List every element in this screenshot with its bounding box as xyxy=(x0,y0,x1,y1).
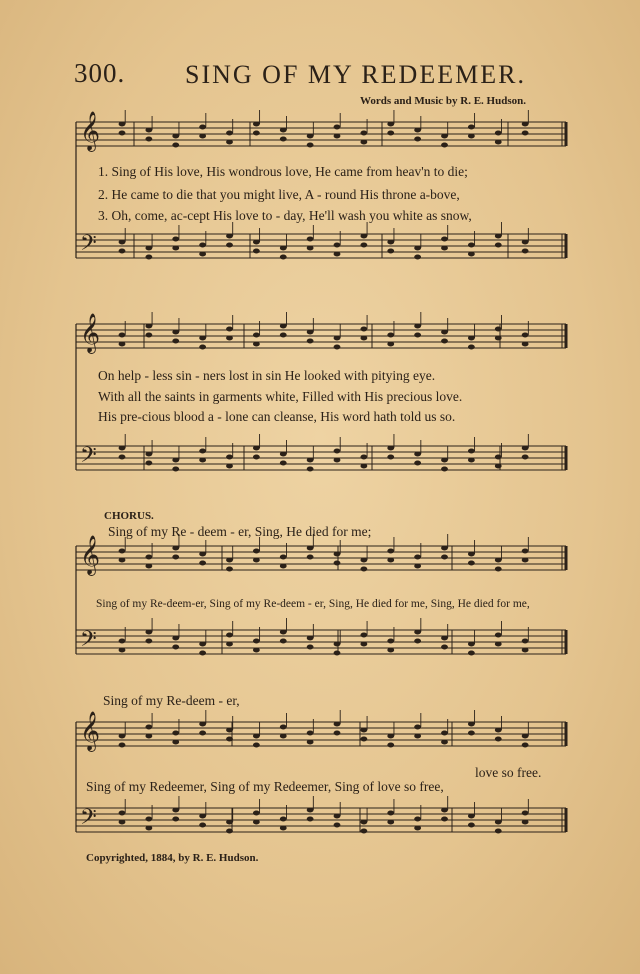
system-1-bass-note xyxy=(172,237,179,242)
system-1-bass-note xyxy=(199,252,206,257)
system-2-bass-note xyxy=(441,458,448,463)
system-1-bass-note xyxy=(414,246,421,251)
system-1-bass-note xyxy=(334,243,341,248)
system-1-bass-note xyxy=(145,246,152,251)
chorus-system-2-bass-note xyxy=(334,814,341,819)
chorus-line-1-upper: Sing of my Re - deem - er, Sing, He died for me; xyxy=(108,524,372,539)
chorus-system-2-bass-note xyxy=(145,817,152,822)
chorus-system-2-bass-note xyxy=(495,820,502,825)
chorus-system-1-treble-note xyxy=(360,567,367,572)
chorus-system-2-bass-note xyxy=(414,826,421,831)
chorus-system-2-treble-note xyxy=(522,743,529,748)
system-1-treble-note xyxy=(468,125,475,130)
system-1-treble-note xyxy=(522,122,529,127)
system-2-bass-note xyxy=(226,464,233,469)
system-2-treble-note xyxy=(360,327,367,332)
system-1-bass-note xyxy=(441,237,448,242)
chorus-line-2-upper: Sing of my Re-deem - er, xyxy=(103,693,240,708)
system-2-bass-note xyxy=(441,467,448,472)
chorus-system-2-treble-clef: 𝄞 xyxy=(80,711,101,751)
system-1-bass-note xyxy=(226,243,233,248)
chorus-system-2-bass-note xyxy=(226,820,233,825)
system-1-bass-note xyxy=(307,237,314,242)
chorus-system-1-bass-note xyxy=(253,639,260,644)
chorus-system-2-bass-note xyxy=(280,817,287,822)
system-1-bass-clef: 𝄢 xyxy=(80,231,97,261)
system-1-bass-note xyxy=(468,252,475,257)
chorus-system-1-treble-note xyxy=(253,558,260,563)
chorus-system-1-bass-note xyxy=(414,630,421,635)
chorus-system-2-treble-note xyxy=(360,728,367,733)
system-1-bass-note xyxy=(522,249,529,254)
chorus-system-1-treble-note xyxy=(280,555,287,560)
chorus-system-1-treble-note xyxy=(387,558,394,563)
system-2-treble-note xyxy=(199,345,206,350)
chorus-system-1-treble-note xyxy=(414,555,421,560)
system-2-bass-note xyxy=(522,446,529,451)
system-2-treble-note xyxy=(145,333,152,338)
chorus-system-2-treble-note xyxy=(307,731,314,736)
chorus-system-1-bass-note xyxy=(145,630,152,635)
chorus-system-1-treble-note xyxy=(280,564,287,569)
system-2-bass-note xyxy=(387,455,394,460)
chorus-system-1-bass-note xyxy=(119,639,126,644)
system-2-treble-note xyxy=(226,327,233,332)
chorus-system-2-bass-note xyxy=(468,823,475,828)
chorus-system-1-bass-note xyxy=(172,645,179,650)
chorus-system-2-treble-note xyxy=(253,743,260,748)
chorus-system-1-treble-note xyxy=(334,561,341,566)
system-1-treble-note xyxy=(253,131,260,136)
chorus-system-1-bass-note xyxy=(441,645,448,650)
chorus-system-2-bass-note xyxy=(199,823,206,828)
verse-2-line-1: 2. He came to die that you might live, A - round His throne a-bove, xyxy=(98,187,460,202)
system-2-bass-note xyxy=(414,461,421,466)
chorus-line-2-side: love so free. xyxy=(475,765,542,780)
chorus-system-1-bass-note xyxy=(145,639,152,644)
system-2-bass-note xyxy=(199,449,206,454)
system-1-treble-note xyxy=(145,137,152,142)
chorus-system-1-bass-note xyxy=(387,639,394,644)
system-1-bass-note xyxy=(387,249,394,254)
chorus-system-2-treble-note xyxy=(172,740,179,745)
chorus-system-2-treble-note xyxy=(387,734,394,739)
system-1-treble-note xyxy=(253,122,260,127)
system-2-bass-note xyxy=(280,461,287,466)
system-2-bass-note xyxy=(387,446,394,451)
system-2-bass-note xyxy=(334,449,341,454)
chorus-system-2-bass-clef: 𝄢 xyxy=(80,805,97,835)
chorus-system-2-bass-note xyxy=(414,817,421,822)
chorus-system-2-treble-note xyxy=(119,743,126,748)
system-2-treble-note xyxy=(522,333,529,338)
chorus-system-2-bass-note xyxy=(280,826,287,831)
system-2-bass-note xyxy=(307,458,314,463)
system-1-treble-note xyxy=(280,128,287,133)
system-1-bass-note xyxy=(414,255,421,260)
system-1-treble-note xyxy=(495,140,502,145)
system-2-bass-note xyxy=(145,461,152,466)
system-1-bass-note xyxy=(360,243,367,248)
chorus-system-1-bass-note xyxy=(226,633,233,638)
system-1-treble-note xyxy=(360,140,367,145)
system-2-bass-note xyxy=(468,449,475,454)
system-1-treble-note xyxy=(441,143,448,148)
system-1-bass-note xyxy=(522,240,529,245)
chorus-system-1-bass-note xyxy=(360,633,367,638)
system-2-treble-note xyxy=(468,345,475,350)
system-2-treble-note xyxy=(199,336,206,341)
system-2-bass-note xyxy=(495,455,502,460)
chorus-system-1-bass-note xyxy=(495,642,502,647)
system-2-bass-note xyxy=(280,452,287,457)
system-1-bass-note xyxy=(360,234,367,239)
system-2-bass-clef: 𝄢 xyxy=(80,443,97,473)
chorus-system-2-treble-note xyxy=(145,734,152,739)
chorus-heading: CHORUS. xyxy=(104,510,154,522)
system-2-treble-note xyxy=(522,342,529,347)
system-2-treble-note xyxy=(360,336,367,341)
system-2-treble-note xyxy=(334,336,341,341)
system-1-bass-note xyxy=(280,246,287,251)
chorus-system-2-treble-note xyxy=(522,734,529,739)
chorus-system-2-treble-note xyxy=(441,731,448,736)
chorus-system-2-treble-note xyxy=(495,737,502,742)
chorus-system-2-treble-note xyxy=(307,740,314,745)
chorus-system-1-bass-note xyxy=(522,639,529,644)
chorus-system-2-bass-note xyxy=(468,814,475,819)
chorus-system-2-treble-note xyxy=(414,734,421,739)
chorus-system-1-treble-note xyxy=(387,549,394,554)
chorus-system-1-treble-note xyxy=(360,558,367,563)
chorus-system-1-bass-note xyxy=(495,633,502,638)
system-2-bass-note xyxy=(307,467,314,472)
verse-3-line-2: His pre-cious blood a - lone can cleanse, His word hath told us so. xyxy=(98,409,456,424)
system-2-treble-note xyxy=(226,336,233,341)
system-1-bass-note xyxy=(226,234,233,239)
verse-1-line-2: On help - less sin - ners lost in sin He looked with pitying eye. xyxy=(98,368,436,383)
system-2-treble-note xyxy=(414,324,421,329)
system-2-treble-note xyxy=(253,333,260,338)
chorus-system-2-treble-note xyxy=(414,725,421,730)
system-2-treble-note xyxy=(334,345,341,350)
chorus-system-1-treble-note xyxy=(522,549,529,554)
system-1-treble-note xyxy=(334,134,341,139)
system-2-treble-note xyxy=(387,342,394,347)
system-2-treble-note xyxy=(441,339,448,344)
system-2-treble-note xyxy=(280,324,287,329)
chorus-system-1-bass-note xyxy=(468,651,475,656)
chorus-system-2-bass-note xyxy=(441,808,448,813)
chorus-system-2-treble-note xyxy=(360,737,367,742)
chorus-system-1-treble-note xyxy=(441,555,448,560)
chorus-system-1-treble-note xyxy=(522,558,529,563)
system-1-treble-note xyxy=(172,134,179,139)
chorus-system-1-treble-note xyxy=(119,558,126,563)
system-2-bass-note xyxy=(495,464,502,469)
chorus-system-2-treble-note xyxy=(199,722,206,727)
chorus-system-2-bass-note xyxy=(360,829,367,834)
system-2-bass-note xyxy=(468,458,475,463)
system-1-bass-note xyxy=(172,246,179,251)
system-2-treble-note xyxy=(172,339,179,344)
system-2-treble-note xyxy=(253,342,260,347)
system-2-treble-clef: 𝄞 xyxy=(80,313,101,353)
system-1-bass-note xyxy=(441,246,448,251)
chorus-system-2-bass-note xyxy=(495,829,502,834)
chorus-system-2-bass-note xyxy=(119,811,126,816)
system-1-treble-clef: 𝄞 xyxy=(80,111,101,151)
chorus-system-1-bass-note xyxy=(468,642,475,647)
system-1-bass-note xyxy=(387,240,394,245)
chorus-system-2-bass-note xyxy=(172,817,179,822)
chorus-system-1-treble-note xyxy=(226,567,233,572)
system-1-treble-note xyxy=(441,134,448,139)
system-1-treble-note xyxy=(468,134,475,139)
system-1-treble-note xyxy=(360,131,367,136)
system-2-treble-note xyxy=(468,336,475,341)
chorus-system-2-bass-note xyxy=(441,817,448,822)
system-1-bass-note xyxy=(334,252,341,257)
system-1-bass-note xyxy=(495,234,502,239)
chorus-system-2-treble-note xyxy=(441,740,448,745)
chorus-system-2-bass-note xyxy=(253,820,260,825)
system-1-treble-note xyxy=(226,131,233,136)
system-1-bass-note xyxy=(253,240,260,245)
system-2-treble-note xyxy=(172,330,179,335)
system-2-bass-note xyxy=(172,458,179,463)
system-2-treble-note xyxy=(495,336,502,341)
system-2-treble-note xyxy=(441,330,448,335)
chorus-system-1-treble-note xyxy=(172,546,179,551)
chorus-system-2-treble-note xyxy=(145,725,152,730)
system-1-treble-note xyxy=(145,128,152,133)
chorus-system-2-bass-note xyxy=(307,817,314,822)
chorus-system-2-treble-note xyxy=(253,734,260,739)
system-2-bass-note xyxy=(360,464,367,469)
chorus-system-2-bass-note xyxy=(307,808,314,813)
system-1-bass-note xyxy=(253,249,260,254)
system-1-bass-note xyxy=(119,249,126,254)
chorus-system-2-treble-note xyxy=(387,743,394,748)
chorus-system-2-bass-note xyxy=(387,811,394,816)
system-2-treble-note xyxy=(280,333,287,338)
system-2-bass-note xyxy=(253,446,260,451)
system-2-bass-note xyxy=(119,455,126,460)
system-1-bass-note xyxy=(307,246,314,251)
chorus-system-1-treble-note xyxy=(226,558,233,563)
chorus-system-1-treble-note xyxy=(468,561,475,566)
system-1-treble-note xyxy=(522,131,529,136)
chorus-system-2-bass-note xyxy=(119,820,126,825)
system-1-treble-note xyxy=(495,131,502,136)
system-1-bass-note xyxy=(280,255,287,260)
chorus-system-1-treble-note xyxy=(414,564,421,569)
system-1-treble-note xyxy=(414,137,421,142)
system-2-treble-note xyxy=(495,327,502,332)
system-2-bass-note xyxy=(119,446,126,451)
chorus-system-2-bass-note xyxy=(226,829,233,834)
chorus-system-1-treble-note xyxy=(307,555,314,560)
system-2-bass-note xyxy=(226,455,233,460)
chorus-system-2-treble-note xyxy=(495,728,502,733)
system-1-treble-note xyxy=(307,134,314,139)
chorus-system-1-bass-note xyxy=(334,642,341,647)
system-2-bass-note xyxy=(253,455,260,460)
chorus-system-1-treble-note xyxy=(468,552,475,557)
chorus-system-1-bass-note xyxy=(414,639,421,644)
chorus-system-1-treble-note xyxy=(307,546,314,551)
chorus-system-1-treble-note xyxy=(253,549,260,554)
system-1-bass-note xyxy=(145,255,152,260)
chorus-system-2-treble-note xyxy=(226,737,233,742)
chorus-system-1-treble-note xyxy=(145,564,152,569)
system-1-bass-note xyxy=(119,240,126,245)
chorus-system-1-bass-clef: 𝄢 xyxy=(80,627,97,657)
chorus-system-2-bass-note xyxy=(522,820,529,825)
system-1-treble-note xyxy=(387,131,394,136)
chorus-system-1-bass-note xyxy=(172,636,179,641)
system-1-treble-note xyxy=(387,122,394,127)
chorus-system-2-treble-note xyxy=(280,734,287,739)
chorus-system-1-treble-note xyxy=(495,558,502,563)
chorus-system-2-treble-note xyxy=(468,722,475,727)
chorus-system-1-treble-clef: 𝄞 xyxy=(80,535,101,575)
system-2-treble-note xyxy=(307,339,314,344)
system-2-treble-note xyxy=(307,330,314,335)
system-1-treble-note xyxy=(226,140,233,145)
chorus-system-2-treble-note xyxy=(334,731,341,736)
chorus-system-1-bass-note xyxy=(280,639,287,644)
chorus-system-1-treble-note xyxy=(199,561,206,566)
verse-2-line-2: With all the saints in garments white, Filled with His precious love. xyxy=(98,389,463,404)
chorus-system-2-bass-note xyxy=(253,811,260,816)
hymn-title: SING OF MY REDEEMER. xyxy=(185,60,526,89)
system-2-treble-note xyxy=(387,333,394,338)
chorus-system-1-bass-note xyxy=(522,648,529,653)
system-1-treble-note xyxy=(199,134,206,139)
system-1-treble-note xyxy=(414,128,421,133)
chorus-system-1-bass-note xyxy=(307,636,314,641)
system-2-bass-note xyxy=(522,455,529,460)
chorus-system-1-bass-note xyxy=(387,648,394,653)
chorus-system-1-bass-note xyxy=(199,642,206,647)
verse-1-line-1: 1. Sing of His love, His wondrous love, He came from heav'n to die; xyxy=(98,164,468,179)
system-1-bass-note xyxy=(495,243,502,248)
chorus-system-2-bass-note xyxy=(334,823,341,828)
chorus-system-1-treble-note xyxy=(334,552,341,557)
system-2-bass-note xyxy=(172,467,179,472)
chorus-line-1-lower: Sing of my Re-deem-er, Sing of my Re-deem - er, Sing, He died for me, Sing, He died for me, xyxy=(96,598,530,610)
chorus-system-1-bass-note xyxy=(307,645,314,650)
chorus-system-2-bass-note xyxy=(387,820,394,825)
chorus-system-2-treble-note xyxy=(119,734,126,739)
system-1-treble-note xyxy=(199,125,206,130)
chorus-system-2-treble-note xyxy=(172,731,179,736)
system-1-treble-note xyxy=(119,131,126,136)
system-2-bass-note xyxy=(199,458,206,463)
chorus-line-2-lower: Sing of my Redeemer, Sing of my Redeemer, Sing of love so free, xyxy=(86,779,444,794)
chorus-system-2-treble-note xyxy=(334,722,341,727)
chorus-system-2-bass-note xyxy=(172,808,179,813)
system-2-treble-note xyxy=(119,333,126,338)
system-1-treble-note xyxy=(280,137,287,142)
chorus-system-1-bass-note xyxy=(441,636,448,641)
chorus-system-2-bass-note xyxy=(360,820,367,825)
system-1-treble-note xyxy=(334,125,341,130)
system-1-bass-note xyxy=(468,243,475,248)
system-2-bass-note xyxy=(414,452,421,457)
chorus-system-1-treble-note xyxy=(495,567,502,572)
chorus-system-2-treble-note xyxy=(280,725,287,730)
chorus-system-1-bass-note xyxy=(360,642,367,647)
chorus-system-2-treble-note xyxy=(226,728,233,733)
system-1-treble-note xyxy=(119,122,126,127)
chorus-system-2-bass-note xyxy=(522,811,529,816)
chorus-system-1-treble-note xyxy=(199,552,206,557)
system-2-treble-note xyxy=(414,333,421,338)
system-1-treble-note xyxy=(307,143,314,148)
system-2-treble-note xyxy=(119,342,126,347)
system-1-bass-note xyxy=(199,243,206,248)
system-2-bass-note xyxy=(360,455,367,460)
chorus-system-1-bass-note xyxy=(226,642,233,647)
verse-3-line-1: 3. Oh, come, ac-cept His love to - day, He'll wash you white as snow, xyxy=(98,208,472,223)
copyright-notice: Copyrighted, 1884, by R. E. Hudson. xyxy=(86,852,259,864)
chorus-system-1-treble-note xyxy=(441,546,448,551)
chorus-system-1-treble-note xyxy=(145,555,152,560)
chorus-system-1-bass-note xyxy=(199,651,206,656)
chorus-system-1-treble-note xyxy=(119,549,126,554)
chorus-system-2-treble-note xyxy=(468,731,475,736)
system-1-treble-note xyxy=(172,143,179,148)
chorus-system-1-treble-note xyxy=(172,555,179,560)
composer-credit: Words and Music by R. E. Hudson. xyxy=(360,95,526,107)
system-2-treble-note xyxy=(145,324,152,329)
chorus-system-1-bass-note xyxy=(280,630,287,635)
system-2-bass-note xyxy=(145,452,152,457)
chorus-system-2-treble-note xyxy=(199,731,206,736)
chorus-system-2-bass-note xyxy=(145,826,152,831)
system-2-bass-note xyxy=(334,458,341,463)
chorus-system-1-bass-note xyxy=(334,651,341,656)
chorus-system-1-bass-note xyxy=(253,648,260,653)
chorus-system-1-bass-note xyxy=(119,648,126,653)
hymn-number: 300. xyxy=(74,58,126,88)
chorus-system-2-bass-note xyxy=(199,814,206,819)
